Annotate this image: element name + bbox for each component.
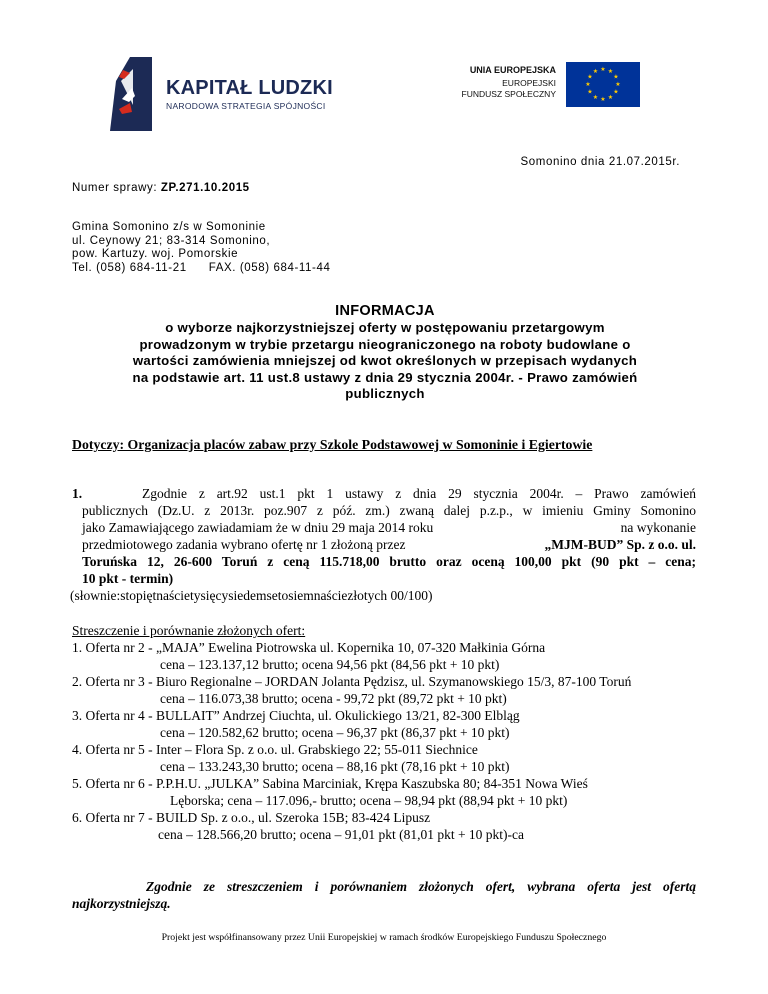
svg-text:★: ★ <box>607 68 614 75</box>
svg-text:★: ★ <box>587 73 593 81</box>
title-line: publicznych <box>345 386 425 401</box>
winning-offer-details: 10 pkt - termin) <box>82 571 174 586</box>
offer-score: cena – 123.137,12 brutto; ocena 94,56 pkt (84,56 pkt + 10 pkt) <box>160 657 500 672</box>
conclusion-line: najkorzystniejszą. <box>72 896 171 911</box>
offer-score: Lęborska; cena – 117.096,- brutto; ocena – 98,94 pkt (88,94 pkt + 10 pkt) <box>170 793 568 808</box>
eu-logo <box>440 62 640 108</box>
case-number-value: ZP.271.10.2015 <box>160 182 250 194</box>
eu-logo-line2: EUROPEJSKI <box>502 78 556 88</box>
conclusion-line: Zgodnie ze streszczeniem i porównaniem złożonych ofert, wybrana oferta jest ofertą <box>146 879 696 894</box>
svg-text:★: ★ <box>587 88 593 96</box>
amount-in-words: (słownie:stopiętnaścietysięcysiedemsetosiemnaściezłotych 00/100) <box>70 588 433 603</box>
fax-number: FAX. (058) 684-11-44 <box>208 261 331 274</box>
title-main: INFORMACJA <box>335 303 435 319</box>
address-line: ul. Ceynowy 21; 83-314 Somonino, <box>72 234 271 247</box>
winning-offer-details: Toruńska 12, 26-600 Toruń z ceną 115.718,00 brutto oraz oceną 100,00 pkt (90 pkt – cena; <box>82 554 696 569</box>
eu-flag-icon <box>566 62 640 107</box>
offer-item <box>72 741 712 775</box>
title-line: prowadzonym w trybie przetargu nieograniczonego na roboty budowlane o <box>139 336 631 352</box>
title-line: na podstawie art. 11 ust.8 ustawy z dnia 29 stycznia 2004r. - Prawo zamówień <box>132 369 638 385</box>
point-1-text: Zgodnie z art.92 ust.1 pkt 1 ustawy z dnia 29 stycznia 2004r. – Prawo zamówień <box>142 486 696 501</box>
address-line: pow. Kartuzy. woj. Pomorskie <box>72 248 239 260</box>
svg-text:★: ★ <box>613 88 619 96</box>
offer-line: 6. Oferta nr 7 - BUILD Sp. z o.o., ul. Szeroka 15B; 83-424 Lipusz <box>72 810 431 825</box>
title-line: wartości zamówienia mniejszej od kwot określonych w przepisach wydanych <box>132 353 638 368</box>
point-1-first-line <box>72 485 696 502</box>
address-line: Gmina Somonino z/s w Somoninie <box>72 221 266 233</box>
eu-logo-line1: UNIA EUROPEJSKA <box>469 65 556 75</box>
kapital-ludzki-subtitle: NARODOWA STRATEGIA SPÓJNOŚCI <box>166 101 326 111</box>
offer-score: cena – 120.582,62 brutto; ocena – 96,37 pkt (86,37 pkt + 10 pkt) <box>160 725 510 740</box>
point-1-text: przedmiotowego zadania wybrano ofertę nr 1 złożoną przez „MJM-BUD” Sp. z o.o. ul. <box>82 537 696 552</box>
offer-score: cena – 116.073,38 brutto; ocena - 99,72 pkt (89,72 pkt + 10 pkt) <box>160 691 507 706</box>
eu-logo-line3: FUNDUSZ SPOŁECZNY <box>461 89 556 99</box>
title-line: o wyborze najkorzystniejszej oferty w postępowaniu przetargowym <box>165 320 605 335</box>
kapital-ludzki-emblem-icon <box>108 57 158 131</box>
point-1-text: publicznych (Dz.U. z 2013r. poz.907 z póź. zm.) zwaną dalej p.z.p., w imieniu Gminy Somonino <box>82 503 696 518</box>
kapital-ludzki-title: KAPITAŁ LUDZKI <box>166 77 333 99</box>
summary-heading: Streszczenie i porównanie złożonych ofert: <box>72 623 306 638</box>
offer-item <box>72 707 712 741</box>
footer-note: Projekt jest współfinansowany przez Unii Europejskiej w ramach środków Europejskiego Funduszu Społecznego <box>161 932 607 943</box>
offer-line: 3. Oferta nr 4 - BULLAIT” Andrzej Ciuchta, ul. Okulickiego 13/21, 82-300 Elbląg <box>72 708 520 723</box>
offer-line: 1. Oferta nr 2 - „MAJA” Ewelina Piotrowska ul. Kopernika 10, 07-320 Małkinia Górna <box>72 640 546 655</box>
phone-number: Tel. (058) 684-11-21 <box>72 261 187 274</box>
svg-text:★: ★ <box>600 66 606 73</box>
offer-item <box>72 809 712 843</box>
point-1-text: jako Zamawiającego zawiadamiam że w dniu 29 maja 2014 roku na wykonanie <box>82 520 696 535</box>
sender-address <box>72 221 330 275</box>
offer-item <box>72 775 712 809</box>
offer-line: 4. Oferta nr 5 - Inter – Flora Sp. z o.o. ul. Grabskiego 22; 55-011 Siechnice <box>72 742 478 757</box>
svg-text:★: ★ <box>607 94 614 101</box>
svg-text:★: ★ <box>592 94 599 101</box>
svg-text:★: ★ <box>585 81 591 88</box>
document-date: Somonino dnia 21.07.2015r. <box>520 156 680 168</box>
offer-line: 2. Oferta nr 3 - Biuro Regionalne – JORDAN Jolanta Pędzisz, ul. Szymanowskiego 15/3, 87-100 Toruń <box>72 674 632 689</box>
svg-text:★: ★ <box>600 96 606 103</box>
case-number-line <box>72 182 250 194</box>
kapital-ludzki-logo <box>108 57 338 131</box>
offer-line: 5. Oferta nr 6 - P.P.H.U. „JULKA” Sabina Marciniak, Krępa Kaszubska 80; 84-351 Nowa Wieś <box>72 776 588 791</box>
svg-text:★: ★ <box>615 81 621 88</box>
offer-score: cena – 128.566,20 brutto; ocena – 91,01 pkt (81,01 pkt + 10 pkt)-ca <box>158 827 525 842</box>
case-number-label: Numer sprawy: <box>72 182 158 194</box>
offers-summary <box>72 622 712 843</box>
offer-item <box>72 673 712 707</box>
winning-company: „MJM-BUD” Sp. z o.o. ul. <box>544 537 696 552</box>
point-1 <box>72 485 696 604</box>
conclusion <box>72 878 696 912</box>
point-1-number: 1. <box>72 486 83 501</box>
offer-score: cena – 133.243,30 brutto; ocena – 88,16 pkt (78,16 pkt + 10 pkt) <box>160 759 510 774</box>
subject-line: Dotyczy: Organizacja placów zabaw przy Szkole Podstawowej w Somoninie i Egiertowie <box>72 437 593 452</box>
document-title <box>40 302 730 403</box>
svg-text:★: ★ <box>613 73 619 81</box>
svg-text:★: ★ <box>592 68 599 75</box>
contact-line <box>72 262 330 276</box>
offer-item <box>72 639 712 673</box>
